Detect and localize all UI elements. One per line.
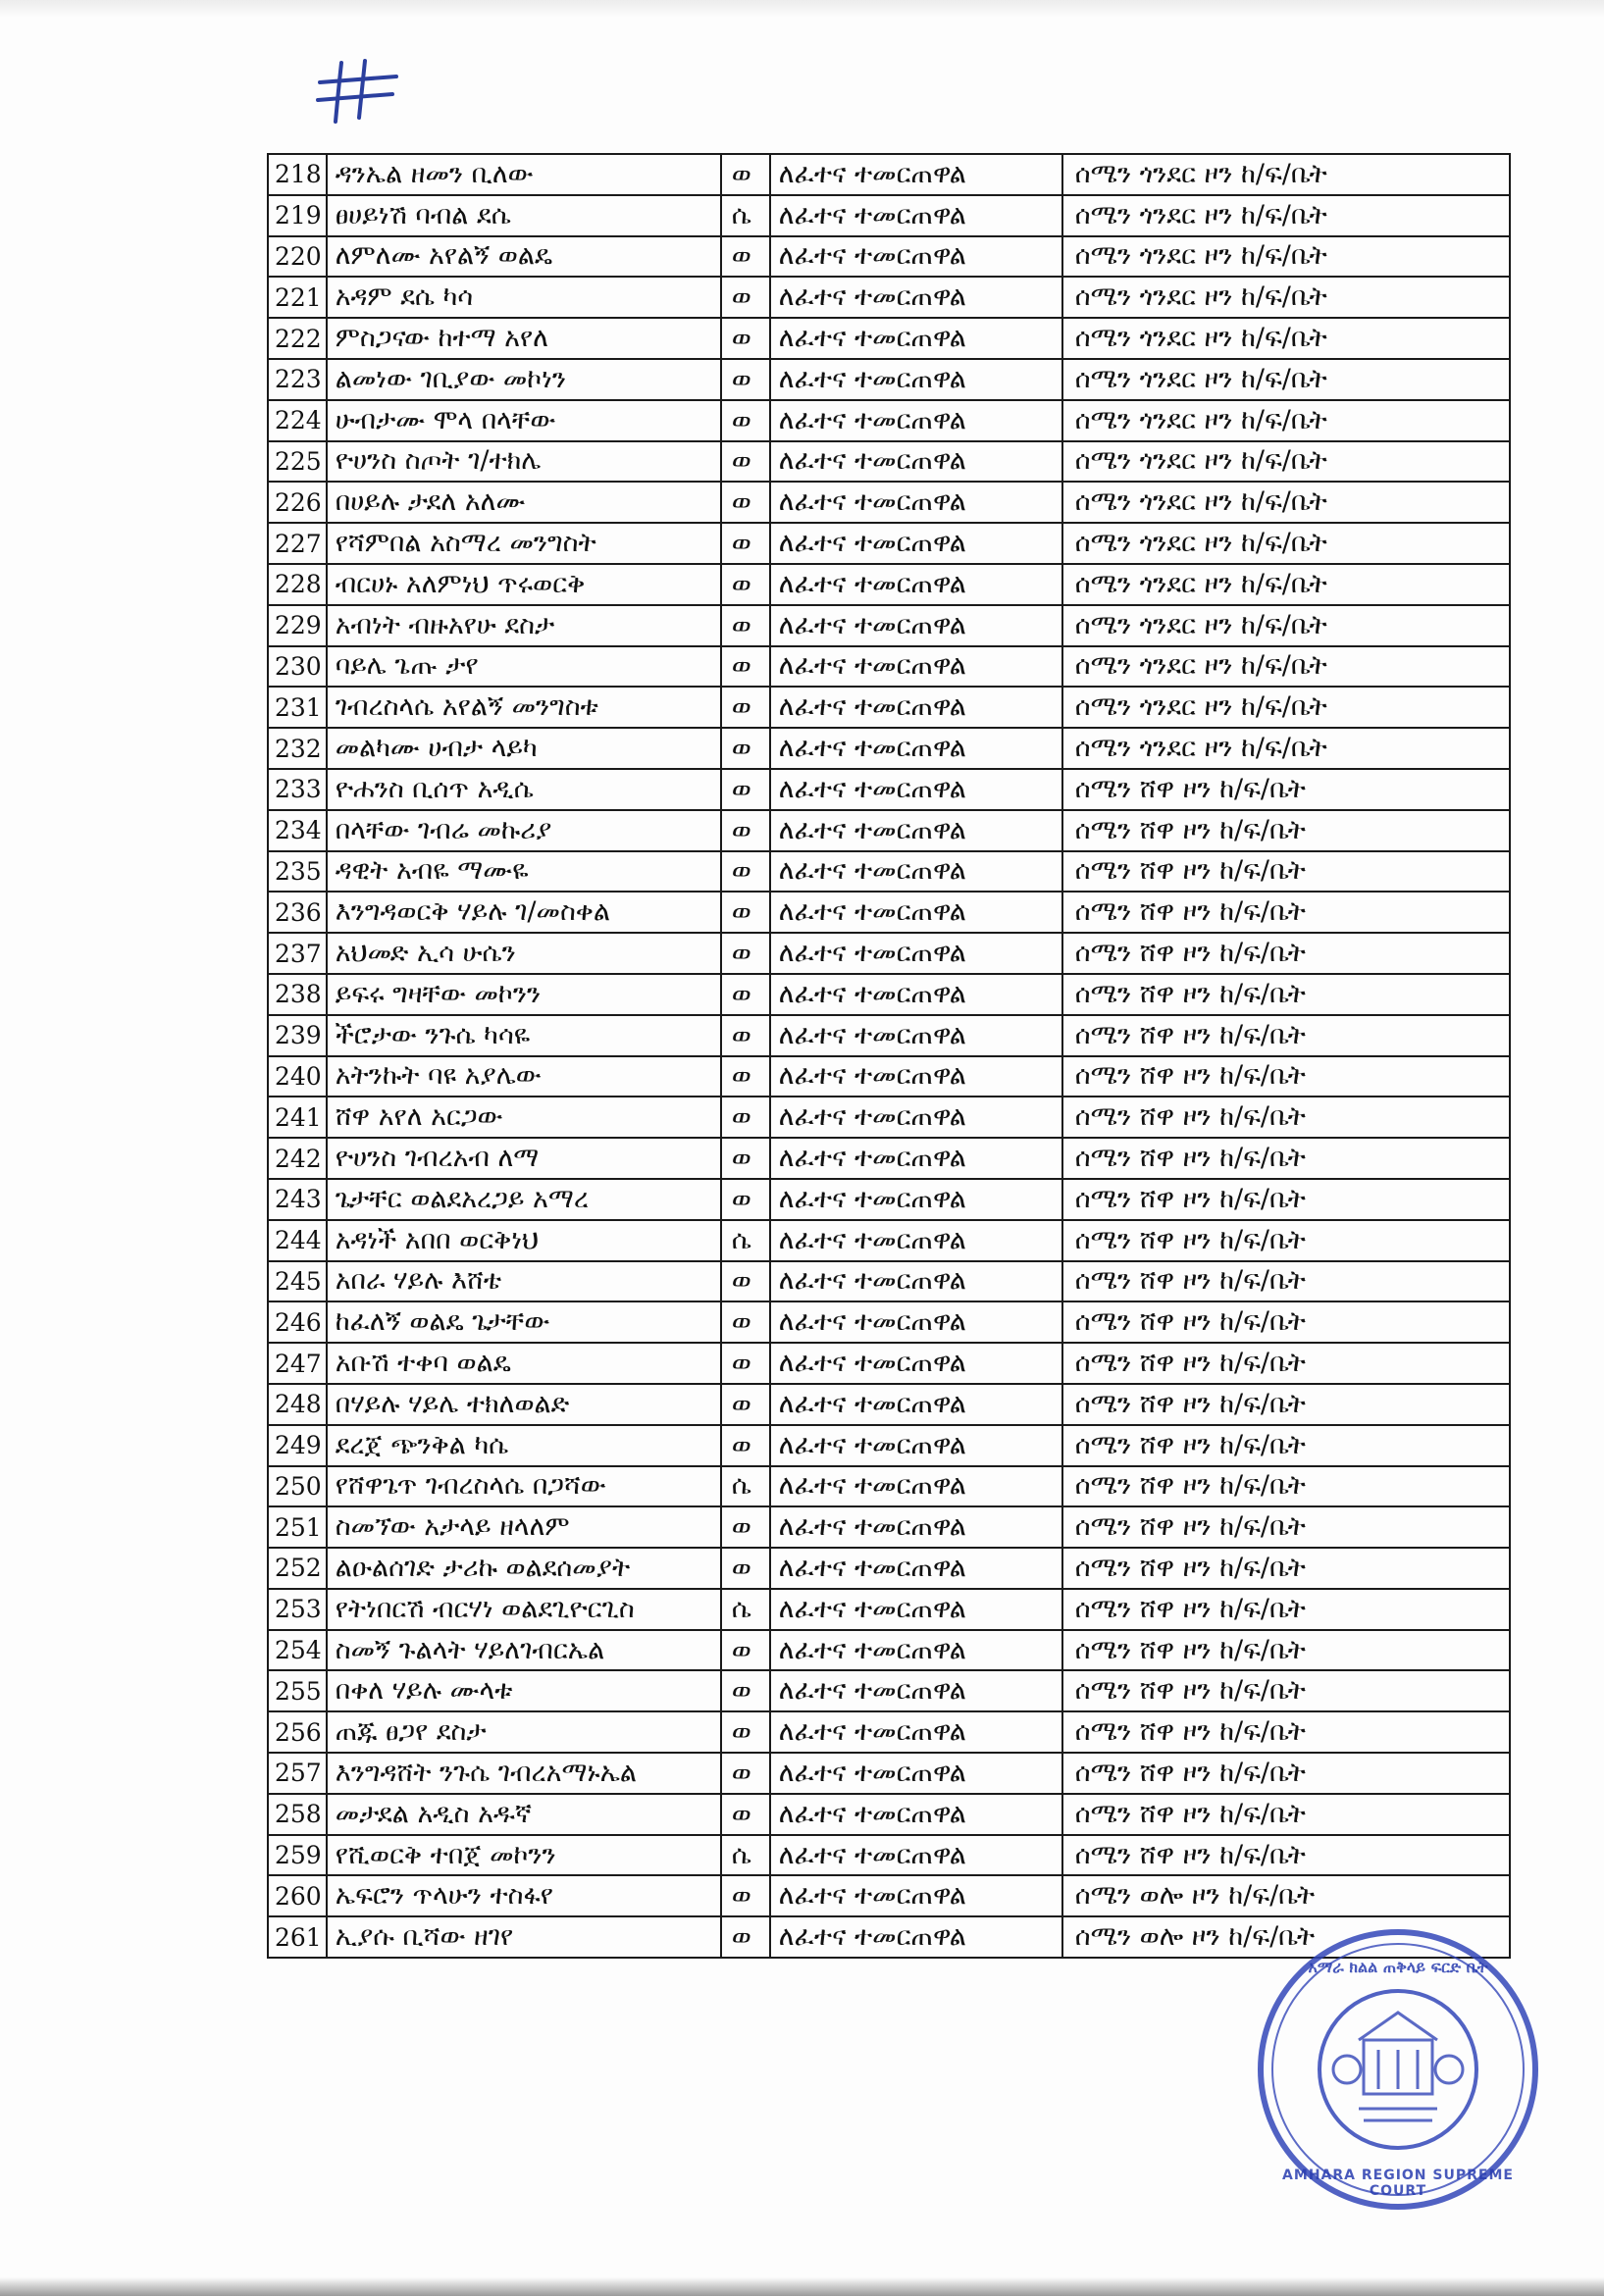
status-cell: ለፈተና ተመርጠዋል — [770, 1220, 1062, 1261]
table-row — [268, 523, 1510, 564]
row-number-cell: 236 — [268, 892, 327, 933]
row-number-cell: 260 — [268, 1875, 327, 1916]
row-number-cell: 246 — [268, 1301, 327, 1343]
court-cell: ሰሜን ሸዋ ዞን ከ/ፍ/ቤት — [1062, 1466, 1510, 1507]
sex-cell: ወ — [721, 1138, 770, 1179]
row-number-cell: 237 — [268, 933, 327, 974]
row-number-cell: 221 — [268, 277, 327, 318]
full-name-cell: ብርሀኑ አለምነህ ጥሩወርቅ — [327, 564, 721, 605]
table-row — [268, 933, 1510, 974]
row-number-cell: 238 — [268, 974, 327, 1015]
row-number-cell: 233 — [268, 769, 327, 810]
court-cell: ሰሜን ሸዋ ዞን ከ/ፍ/ቤት — [1062, 1711, 1510, 1753]
status-cell: ለፈተና ተመርጠዋል — [770, 1056, 1062, 1097]
status-cell: ለፈተና ተመርጠዋል — [770, 769, 1062, 810]
row-number-cell: 259 — [268, 1835, 327, 1876]
row-number-cell: 230 — [268, 646, 327, 688]
status-cell: ለፈተና ተመርጠዋል — [770, 1506, 1062, 1548]
sex-cell: ወ — [721, 1916, 770, 1958]
status-cell: ለፈተና ተመርጠዋል — [770, 646, 1062, 688]
status-cell: ለፈተና ተመርጠዋል — [770, 1670, 1062, 1711]
court-cell: ሰሜን ጎንደር ዞን ከ/ፍ/ቤት — [1062, 605, 1510, 646]
table-row — [268, 400, 1510, 441]
sex-cell: ወ — [721, 1506, 770, 1548]
row-number-cell: 220 — [268, 236, 327, 278]
court-cell: ሰሜን ጎንደር ዞን ከ/ፍ/ቤት — [1062, 687, 1510, 728]
sex-cell: ወ — [721, 564, 770, 605]
sex-cell: ወ — [721, 236, 770, 278]
row-number-cell: 245 — [268, 1261, 327, 1302]
full-name-cell: ኤፍሮን ጥላሁን ተስፋየ — [327, 1875, 721, 1916]
status-cell: ለፈተና ተመርጠዋል — [770, 933, 1062, 974]
status-cell: ለፈተና ተመርጠዋል — [770, 1425, 1062, 1466]
court-cell: ሰሜን ሸዋ ዞን ከ/ፍ/ቤት — [1062, 1015, 1510, 1056]
sex-cell: ወ — [721, 359, 770, 400]
sex-cell: ሴ — [721, 1589, 770, 1630]
row-number-cell: 218 — [268, 154, 327, 195]
table-row — [268, 236, 1510, 278]
full-name-cell: አብነት ብዙአየሁ ደስታ — [327, 605, 721, 646]
sex-cell: ወ — [721, 523, 770, 564]
full-name-cell: የትነበርሽ ብርሃነ ወልደጊዮርጊስ — [327, 1589, 721, 1630]
status-cell: ለፈተና ተመርጠዋል — [770, 1794, 1062, 1835]
status-cell: ለፈተና ተመርጠዋል — [770, 1301, 1062, 1343]
full-name-cell: በሀይሉ ታደለ አለሙ — [327, 482, 721, 523]
sex-cell: ወ — [721, 1179, 770, 1220]
scan-bottom-edge — [0, 2277, 1604, 2296]
status-cell: ለፈተና ተመርጠዋል — [770, 1343, 1062, 1384]
sex-cell: ወ — [721, 1425, 770, 1466]
court-cell: ሰሜን ሸዋ ዞን ከ/ፍ/ቤት — [1062, 1670, 1510, 1711]
table-row — [268, 318, 1510, 359]
court-cell: ሰሜን ሸዋ ዞን ከ/ፍ/ቤት — [1062, 933, 1510, 974]
row-number-cell: 223 — [268, 359, 327, 400]
row-number-cell: 219 — [268, 195, 327, 236]
status-cell: ለፈተና ተመርጠዋል — [770, 236, 1062, 278]
court-cell: ሰሜን ሸዋ ዞን ከ/ፍ/ቤት — [1062, 1097, 1510, 1138]
full-name-cell: ከፈለኝ ወልዴ ጌታቸው — [327, 1301, 721, 1343]
status-cell: ለፈተና ተመርጠዋል — [770, 1179, 1062, 1220]
status-cell: ለፈተና ተመርጠዋል — [770, 974, 1062, 1015]
court-cell: ሰሜን ጎንደር ዞን ከ/ፍ/ቤት — [1062, 154, 1510, 195]
status-cell: ለፈተና ተመርጠዋል — [770, 1711, 1062, 1753]
court-cell: ሰሜን ሸዋ ዞን ከ/ፍ/ቤት — [1062, 1794, 1510, 1835]
row-number-cell: 231 — [268, 687, 327, 728]
status-cell: ለፈተና ተመርጠዋል — [770, 851, 1062, 893]
court-cell: ሰሜን ጎንደር ዞን ከ/ፍ/ቤት — [1062, 318, 1510, 359]
full-name-cell: ሁብታሙ ሞላ በላቸው — [327, 400, 721, 441]
full-name-cell: ኢያሱ ቢሻው ዘገየ — [327, 1916, 721, 1958]
sex-cell: ወ — [721, 1056, 770, 1097]
table-row — [268, 1425, 1510, 1466]
sex-cell: ወ — [721, 851, 770, 893]
sex-cell: ወ — [721, 1301, 770, 1343]
table-row — [268, 1220, 1510, 1261]
row-number-cell: 222 — [268, 318, 327, 359]
court-cell: ሰሜን ጎንደር ዞን ከ/ፍ/ቤት — [1062, 236, 1510, 278]
row-number-cell: 229 — [268, 605, 327, 646]
full-name-cell: ደረጀ ጭንቅል ካሴ — [327, 1425, 721, 1466]
row-number-cell: 225 — [268, 441, 327, 483]
court-cell: ሰሜን ሸዋ ዞን ከ/ፍ/ቤት — [1062, 1589, 1510, 1630]
table-row — [268, 1589, 1510, 1630]
status-cell: ለፈተና ተመርጠዋል — [770, 195, 1062, 236]
court-cell: ሰሜን ወሎ ዞን ከ/ፍ/ቤት — [1062, 1916, 1510, 1958]
sex-cell: ወ — [721, 769, 770, 810]
status-cell: ለፈተና ተመርጠዋል — [770, 400, 1062, 441]
court-cell: ሰሜን ሸዋ ዞን ከ/ፍ/ቤት — [1062, 1138, 1510, 1179]
court-cell: ሰሜን ጎንደር ዞን ከ/ፍ/ቤት — [1062, 441, 1510, 483]
full-name-cell: ስመኝ ጉልላት ሃይለገብርኤል — [327, 1630, 721, 1671]
status-cell: ለፈተና ተመርጠዋል — [770, 1466, 1062, 1507]
sex-cell: ሴ — [721, 195, 770, 236]
sex-cell: ወ — [721, 154, 770, 195]
full-name-cell: ስመኘው አታላይ ዘላለም — [327, 1506, 721, 1548]
sex-cell: ወ — [721, 1261, 770, 1302]
sex-cell: ወ — [721, 933, 770, 974]
table-row — [268, 1301, 1510, 1343]
court-cell: ሰሜን ጎንደር ዞን ከ/ፍ/ቤት — [1062, 400, 1510, 441]
table-row — [268, 441, 1510, 483]
full-name-cell: እንግዳወርቅ ሃይሉ ገ/መስቀል — [327, 892, 721, 933]
sex-cell: ወ — [721, 687, 770, 728]
court-cell: ሰሜን ሸዋ ዞን ከ/ፍ/ቤት — [1062, 1301, 1510, 1343]
table-row — [268, 1343, 1510, 1384]
sex-cell: ሴ — [721, 1220, 770, 1261]
full-name-cell: የሺወርቅ ተበጀ መኮንን — [327, 1835, 721, 1876]
row-number-cell: 234 — [268, 810, 327, 851]
status-cell: ለፈተና ተመርጠዋል — [770, 523, 1062, 564]
sex-cell: ወ — [721, 1630, 770, 1671]
table-row — [268, 1630, 1510, 1671]
table-row — [268, 1097, 1510, 1138]
sex-cell: ወ — [721, 1670, 770, 1711]
status-cell: ለፈተና ተመርጠዋል — [770, 1384, 1062, 1425]
row-number-cell: 256 — [268, 1711, 327, 1753]
full-name-cell: ገብረስላሴ አየልኝ መንግስቱ — [327, 687, 721, 728]
row-number-cell: 232 — [268, 728, 327, 769]
table-row — [268, 1670, 1510, 1711]
row-number-cell: 241 — [268, 1097, 327, 1138]
table-row — [268, 646, 1510, 688]
sex-cell: ወ — [721, 400, 770, 441]
row-number-cell: 254 — [268, 1630, 327, 1671]
status-cell: ለፈተና ተመርጠዋል — [770, 441, 1062, 483]
table-row — [268, 1138, 1510, 1179]
court-cell: ሰሜን ሸዋ ዞን ከ/ፍ/ቤት — [1062, 1753, 1510, 1794]
court-cell: ሰሜን ሸዋ ዞን ከ/ፍ/ቤት — [1062, 1384, 1510, 1425]
court-cell: ሰሜን ሸዋ ዞን ከ/ፍ/ቤት — [1062, 810, 1510, 851]
table-row — [268, 769, 1510, 810]
status-cell: ለፈተና ተመርጠዋል — [770, 1835, 1062, 1876]
row-number-cell: 243 — [268, 1179, 327, 1220]
table-row — [268, 728, 1510, 769]
court-cell: ሰሜን ሸዋ ዞን ከ/ፍ/ቤት — [1062, 1179, 1510, 1220]
table-row — [268, 1794, 1510, 1835]
status-cell: ለፈተና ተመርጠዋል — [770, 892, 1062, 933]
court-cell: ሰሜን ሸዋ ዞን ከ/ፍ/ቤት — [1062, 1835, 1510, 1876]
table-row — [268, 687, 1510, 728]
candidate-table-body — [268, 154, 1510, 1958]
full-name-cell: ዮሀንስ ስጦት ገ/ተክሌ — [327, 441, 721, 483]
row-number-cell: 240 — [268, 1056, 327, 1097]
full-name-cell: የሻምበል አስማረ መንግስት — [327, 523, 721, 564]
status-cell: ለፈተና ተመርጠዋል — [770, 1261, 1062, 1302]
table-row — [268, 851, 1510, 893]
full-name-cell: ምስጋናው ከተማ አየለ — [327, 318, 721, 359]
court-cell: ሰሜን ጎንደር ዞን ከ/ፍ/ቤት — [1062, 359, 1510, 400]
full-name-cell: ዳዊት አብዬ ማሙዬ — [327, 851, 721, 893]
status-cell: ለፈተና ተመርጠዋል — [770, 277, 1062, 318]
sex-cell: ወ — [721, 441, 770, 483]
table-row — [268, 1548, 1510, 1589]
row-number-cell: 253 — [268, 1589, 327, 1630]
table-row — [268, 154, 1510, 195]
sex-cell: ወ — [721, 482, 770, 523]
status-cell: ለፈተና ተመርጠዋል — [770, 1589, 1062, 1630]
full-name-cell: አበራ ሃይሉ እሸቴ — [327, 1261, 721, 1302]
sex-cell: ወ — [721, 318, 770, 359]
row-number-cell: 257 — [268, 1753, 327, 1794]
sex-cell: ወ — [721, 1753, 770, 1794]
table-row — [268, 1384, 1510, 1425]
table-row — [268, 1179, 1510, 1220]
row-number-cell: 250 — [268, 1466, 327, 1507]
table-row — [268, 892, 1510, 933]
full-name-cell: ዮሀንስ ገብረአብ ለማ — [327, 1138, 721, 1179]
court-cell: ሰሜን ሸዋ ዞን ከ/ፍ/ቤት — [1062, 851, 1510, 893]
sex-cell: ወ — [721, 1384, 770, 1425]
full-name-cell: ፀሀይነሽ ባብል ደሴ — [327, 195, 721, 236]
full-name-cell: ዳንኤል ዘመን ቢለው — [327, 154, 721, 195]
sex-cell: ወ — [721, 974, 770, 1015]
row-number-cell: 224 — [268, 400, 327, 441]
row-number-cell: 261 — [268, 1916, 327, 1958]
status-cell: ለፈተና ተመርጠዋል — [770, 1548, 1062, 1589]
full-name-cell: ባይሌ ጌጡ ታየ — [327, 646, 721, 688]
court-cell: ሰሜን ጎንደር ዞን ከ/ፍ/ቤት — [1062, 646, 1510, 688]
table-row — [268, 1506, 1510, 1548]
full-name-cell: እንግዳሸት ንጉሴ ገብረአማኑኤል — [327, 1753, 721, 1794]
stamp-latin-text: AMHARA REGION SUPREME COURT — [1282, 2168, 1514, 2199]
table-row — [268, 974, 1510, 1015]
table-row — [268, 1711, 1510, 1753]
row-number-cell: 227 — [268, 523, 327, 564]
handwritten-hash-mark — [314, 57, 402, 126]
full-name-cell: በሃይሉ ሃይሌ ተክለወልድ — [327, 1384, 721, 1425]
status-cell: ለፈተና ተመርጠዋል — [770, 687, 1062, 728]
sex-cell: ሴ — [721, 1466, 770, 1507]
table-row — [268, 810, 1510, 851]
table-row — [268, 1753, 1510, 1794]
full-name-cell: ሸዋ አየለ አርጋው — [327, 1097, 721, 1138]
sex-cell: ወ — [721, 728, 770, 769]
row-number-cell: 248 — [268, 1384, 327, 1425]
sex-cell: ወ — [721, 1097, 770, 1138]
row-number-cell: 239 — [268, 1015, 327, 1056]
status-cell: ለፈተና ተመርጠዋል — [770, 1138, 1062, 1179]
court-cell: ሰሜን ሸዋ ዞን ከ/ፍ/ቤት — [1062, 974, 1510, 1015]
full-name-cell: ጌታቸር ወልደአረጋይ አማረ — [327, 1179, 721, 1220]
full-name-cell: ጠጁ ፀጋየ ደስታ — [327, 1711, 721, 1753]
full-name-cell: መልካሙ ሀብታ ላይካ — [327, 728, 721, 769]
court-cell: ሰሜን ጎንደር ዞን ከ/ፍ/ቤት — [1062, 195, 1510, 236]
court-cell: ሰሜን ጎንደር ዞን ከ/ፍ/ቤት — [1062, 277, 1510, 318]
sex-cell: ወ — [721, 605, 770, 646]
court-cell: ሰሜን ሸዋ ዞን ከ/ፍ/ቤት — [1062, 1548, 1510, 1589]
court-cell: ሰሜን ሸዋ ዞን ከ/ፍ/ቤት — [1062, 1261, 1510, 1302]
table-row — [268, 359, 1510, 400]
row-number-cell: 242 — [268, 1138, 327, 1179]
court-cell: ሰሜን ወሎ ዞን ከ/ፍ/ቤት — [1062, 1875, 1510, 1916]
full-name-cell: አህመድ ኢሳ ሁሴን — [327, 933, 721, 974]
court-cell: ሰሜን ጎንደር ዞን ከ/ፍ/ቤት — [1062, 482, 1510, 523]
full-name-cell: ይፍሩ ግዛቸው መኮንን — [327, 974, 721, 1015]
full-name-cell: ልዑልሰገድ ታሪኩ ወልደሰመያት — [327, 1548, 721, 1589]
court-cell: ሰሜን ሸዋ ዞን ከ/ፍ/ቤት — [1062, 892, 1510, 933]
full-name-cell: ዮሐንስ ቢሰጥ አዲሴ — [327, 769, 721, 810]
court-cell: ሰሜን ሸዋ ዞን ከ/ፍ/ቤት — [1062, 769, 1510, 810]
status-cell: ለፈተና ተመርጠዋል — [770, 810, 1062, 851]
full-name-cell: ልመነው ገቢያው መኮነን — [327, 359, 721, 400]
row-number-cell: 251 — [268, 1506, 327, 1548]
status-cell: ለፈተና ተመርጠዋል — [770, 1097, 1062, 1138]
row-number-cell: 244 — [268, 1220, 327, 1261]
table-row — [268, 1835, 1510, 1876]
court-cell: ሰሜን ሸዋ ዞን ከ/ፍ/ቤት — [1062, 1630, 1510, 1671]
full-name-cell: በላቸው ገብሬ መኩሪያ — [327, 810, 721, 851]
full-name-cell: ለምለሙ አየልኝ ወልዴ — [327, 236, 721, 278]
stamp-amharic-text: አማራ ክልል ጠቅላይ ፍርድ ቤት — [1308, 1958, 1488, 1976]
full-name-cell: አቡሽ ተቀባ ወልዴ — [327, 1343, 721, 1384]
sex-cell: ወ — [721, 646, 770, 688]
table-row — [268, 1875, 1510, 1916]
sex-cell: ወ — [721, 1015, 770, 1056]
status-cell: ለፈተና ተመርጠዋል — [770, 1015, 1062, 1056]
sex-cell: ወ — [721, 892, 770, 933]
status-cell: ለፈተና ተመርጠዋል — [770, 154, 1062, 195]
sex-cell: ወ — [721, 810, 770, 851]
sex-cell: ወ — [721, 1711, 770, 1753]
sex-cell: ወ — [721, 1794, 770, 1835]
full-name-cell: አዳነች አበበ ወርቅነህ — [327, 1220, 721, 1261]
row-number-cell: 228 — [268, 564, 327, 605]
court-cell: ሰሜን ጎንደር ዞን ከ/ፍ/ቤት — [1062, 523, 1510, 564]
status-cell: ለፈተና ተመርጠዋል — [770, 1875, 1062, 1916]
full-name-cell: አዳም ደሴ ካሳ — [327, 277, 721, 318]
sex-cell: ወ — [721, 1875, 770, 1916]
row-number-cell: 226 — [268, 482, 327, 523]
status-cell: ለፈተና ተመርጠዋል — [770, 728, 1062, 769]
row-number-cell: 247 — [268, 1343, 327, 1384]
court-cell: ሰሜን ሸዋ ዞን ከ/ፍ/ቤት — [1062, 1220, 1510, 1261]
table-row — [268, 277, 1510, 318]
table-row — [268, 1015, 1510, 1056]
court-cell: ሰሜን ሸዋ ዞን ከ/ፍ/ቤት — [1062, 1506, 1510, 1548]
court-cell: ሰሜን ሸዋ ዞን ከ/ፍ/ቤት — [1062, 1425, 1510, 1466]
table-row — [268, 564, 1510, 605]
full-name-cell: በቀለ ሃይሉ ሙላቱ — [327, 1670, 721, 1711]
status-cell: ለፈተና ተመርጠዋል — [770, 318, 1062, 359]
status-cell: ለፈተና ተመርጠዋል — [770, 1753, 1062, 1794]
status-cell: ለፈተና ተመርጠዋል — [770, 359, 1062, 400]
row-number-cell: 255 — [268, 1670, 327, 1711]
status-cell: ለፈተና ተመርጠዋል — [770, 605, 1062, 646]
status-cell: ለፈተና ተመርጠዋል — [770, 1630, 1062, 1671]
sex-cell: ወ — [721, 1343, 770, 1384]
candidate-table — [267, 153, 1511, 1959]
scan-top-edge — [0, 0, 1604, 18]
sex-cell: ወ — [721, 1548, 770, 1589]
table-row — [268, 1466, 1510, 1507]
court-cell: ሰሜን ጎንደር ዞን ከ/ፍ/ቤት — [1062, 564, 1510, 605]
table-row — [268, 482, 1510, 523]
table-row — [268, 195, 1510, 236]
row-number-cell: 249 — [268, 1425, 327, 1466]
status-cell: ለፈተና ተመርጠዋል — [770, 1916, 1062, 1958]
status-cell: ለፈተና ተመርጠዋል — [770, 482, 1062, 523]
row-number-cell: 258 — [268, 1794, 327, 1835]
row-number-cell: 235 — [268, 851, 327, 893]
sex-cell: ወ — [721, 277, 770, 318]
row-number-cell: 252 — [268, 1548, 327, 1589]
full-name-cell: አትንኩት ባዩ አያሌው — [327, 1056, 721, 1097]
court-cell: ሰሜን ሸዋ ዞን ከ/ፍ/ቤት — [1062, 1056, 1510, 1097]
full-name-cell: መታደል አዲስ አዱኛ — [327, 1794, 721, 1835]
sex-cell: ሴ — [721, 1835, 770, 1876]
table-row — [268, 1261, 1510, 1302]
table-row — [268, 1056, 1510, 1097]
table-row — [268, 605, 1510, 646]
court-cell: ሰሜን ጎንደር ዞን ከ/ፍ/ቤት — [1062, 728, 1510, 769]
full-name-cell: ችሮታው ንጉሴ ካሳዬ — [327, 1015, 721, 1056]
full-name-cell: የሸዋጌጥ ገብረስላሴ በጋሻው — [327, 1466, 721, 1507]
status-cell: ለፈተና ተመርጠዋል — [770, 564, 1062, 605]
court-cell: ሰሜን ሸዋ ዞን ከ/ፍ/ቤት — [1062, 1343, 1510, 1384]
